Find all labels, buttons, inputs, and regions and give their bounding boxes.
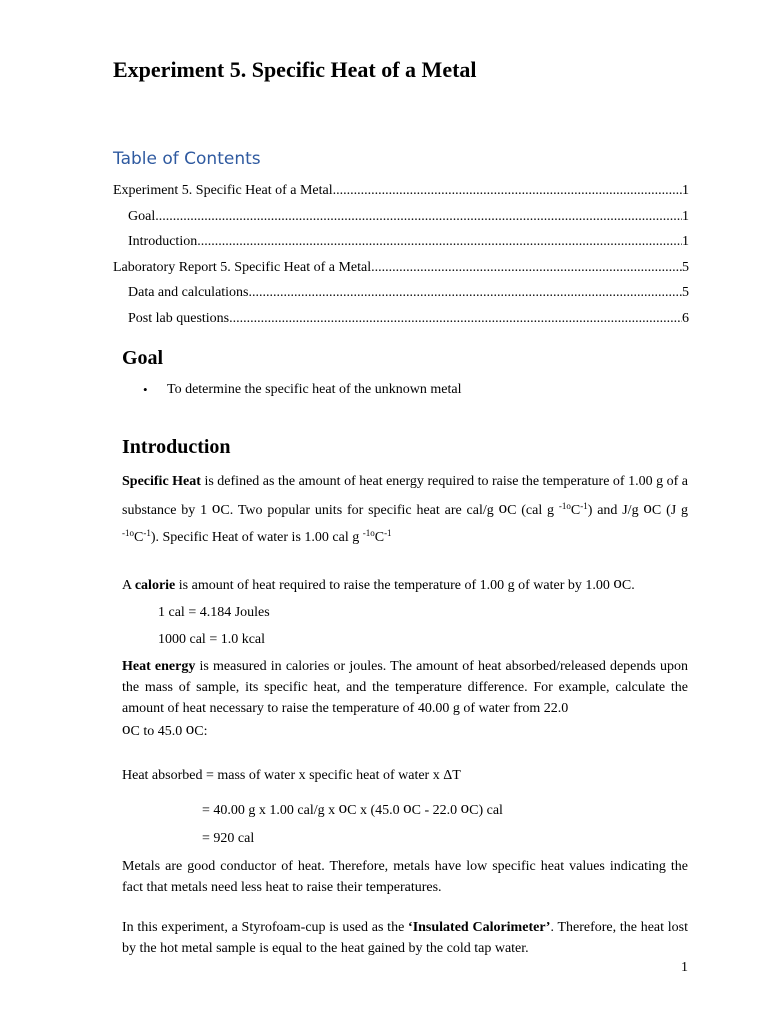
degree-symbol: o (403, 798, 412, 817)
degree-symbol: o (185, 719, 195, 738)
toc-leader (333, 183, 682, 199)
superscript: -1 (558, 501, 567, 511)
paragraph-text: C (J g (651, 503, 689, 518)
equation-result: = 920 cal (202, 831, 255, 846)
paragraph-text: is measured in calories or joules. The amount of heat absorbed/released depends upon the mass of sample, its specific heat, and the temperature difference. For example, calculate the amount of heat necessary to raise the temperature of 40.00 g of water from 22.0 (122, 659, 688, 716)
toc-leader (371, 260, 682, 276)
paragraph-text: In this experiment, a Styrofoam-cup is used as the (122, 920, 409, 935)
equation-heat-absorbed: Heat absorbed = mass of water x specific heat of water x ΔT (122, 768, 461, 783)
toc-entry-page: 5 (682, 259, 689, 275)
metals-paragraph: Metals are good conductor of heat. Therefore, metals have low specific heat values indicating the fact that metals need less heat to raise their temperatures. (122, 859, 688, 895)
paragraph-text: C (cal g (507, 503, 559, 518)
toc-entry-page: 1 (682, 208, 689, 224)
toc-entry-text: Goal (128, 208, 156, 224)
superscript: o (566, 501, 571, 511)
goal-heading: Goal (122, 347, 164, 369)
page-number: 1 (681, 960, 688, 975)
specific-heat-term: Specific Heat (122, 474, 201, 489)
toc-entry-text: Post lab questions (128, 310, 230, 326)
toc-entry[interactable] (113, 260, 689, 286)
toc-entry-text: Introduction (128, 234, 198, 250)
toc-entry[interactable] (113, 311, 689, 337)
degree-symbol: o (211, 498, 221, 517)
bullet-icon: • (143, 382, 148, 397)
toc-entry[interactable] (113, 285, 689, 311)
introduction-heading: Introduction (122, 436, 231, 458)
toc-leader (249, 285, 682, 301)
calorie-paragraph (122, 570, 688, 599)
degree-symbol: o (338, 798, 348, 817)
insulated-calorimeter-term: ‘Insulated Calorimeter’ (408, 920, 551, 935)
superscript: -1 (143, 528, 151, 538)
paragraph-text: C (374, 530, 385, 545)
toc-entry-text: Data and calculations (128, 285, 249, 301)
toc-entry[interactable] (113, 234, 689, 260)
equation-calculation (202, 799, 503, 819)
equation-text: C) cal (469, 803, 503, 818)
conversion-cal-kcal: 1000 cal = 1.0 kcal (158, 632, 266, 647)
toc-leader (229, 311, 682, 327)
toc-entry-page: 1 (682, 234, 689, 250)
superscript: -1 (122, 528, 130, 538)
toc-leader (155, 209, 682, 225)
heat-energy-paragraph (122, 656, 688, 742)
toc-leader (197, 234, 682, 250)
paragraph-text: C. (621, 578, 635, 593)
superscript: -1 (384, 528, 392, 538)
paragraph-text: C (570, 503, 581, 518)
superscript: -1 (362, 528, 371, 538)
toc-entry-page: 1 (682, 183, 689, 198)
paragraph-text: C to 45.0 (130, 724, 186, 739)
degree-symbol: o (613, 573, 622, 592)
table-of-contents (113, 183, 689, 337)
paragraph-text: C (134, 530, 144, 545)
toc-entry-page: 6 (682, 310, 689, 326)
toc-entry-text: Laboratory Report 5. Specific Heat of a Metal (113, 259, 372, 275)
paragraph-text: C: (194, 724, 208, 739)
paragraph-text: ). Specific Heat of water is 1.00 cal g (150, 530, 363, 545)
goal-bullet-text: To determine the specific heat of the unknown metal (167, 382, 462, 397)
specific-heat-paragraph (122, 468, 688, 551)
equation-text: C x (45.0 (347, 803, 404, 818)
heat-energy-term: Heat energy (122, 659, 196, 674)
paragraph-text: and J/g (592, 503, 644, 518)
superscript: o (129, 528, 134, 538)
superscript: o (370, 528, 375, 538)
equation-text: = 40.00 g x 1.00 cal/g x (202, 803, 339, 818)
toc-entry-page: 5 (682, 285, 689, 301)
paragraph-text: is amount of heat required to raise the temperature of 1.00 g of water by 1.00 (175, 578, 614, 593)
paragraph-text: ) (587, 503, 593, 518)
experiment-paragraph (122, 917, 688, 959)
conversion-cal-joules: 1 cal = 4.184 Joules (158, 605, 270, 620)
equation-text: C - 22.0 (411, 803, 461, 818)
toc-entry[interactable] (113, 183, 689, 209)
toc-entry-text: Experiment 5. Specific Heat of a Metal (113, 183, 333, 198)
degree-symbol: o (498, 498, 508, 517)
document-title: Experiment 5. Specific Heat of a Metal (113, 57, 477, 82)
toc-entry[interactable] (113, 209, 689, 235)
paragraph-text: . Therefore, the heat lost by the hot metal sample is equal to the heat gained by the cold tap water. (122, 920, 689, 956)
degree-symbol: o (643, 498, 652, 517)
degree-symbol: o (122, 719, 131, 738)
degree-symbol: o (460, 798, 470, 817)
superscript: -1 (580, 501, 588, 511)
calorie-term: calorie (134, 578, 176, 593)
paragraph-text: A (122, 578, 135, 593)
paragraph-text: C. Two popular units for specific heat are cal/g (220, 503, 499, 518)
goal-bullet-item (143, 382, 461, 398)
toc-heading: Table of Contents (113, 149, 261, 169)
paragraph-text: is defined as the amount of heat energy required to raise the temperature of 1.00 g of a substance by 1 (122, 474, 689, 518)
